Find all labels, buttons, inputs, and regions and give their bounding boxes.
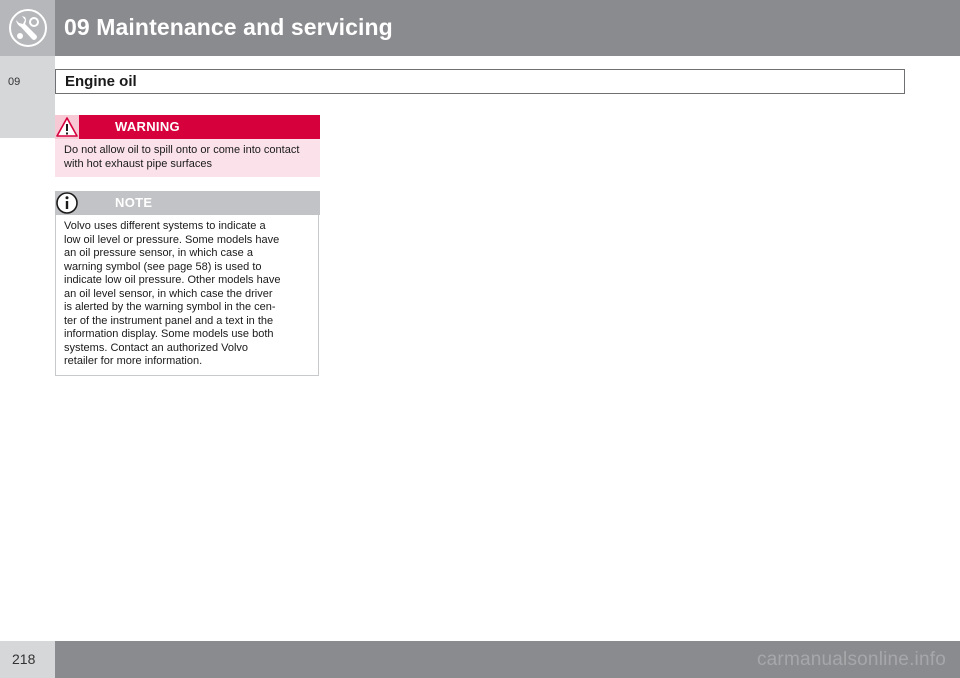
page-footer xyxy=(0,641,960,678)
note-line: warning symbol (see page 58) is used to xyxy=(64,260,262,273)
chapter-number: 09 xyxy=(8,76,21,88)
note-box xyxy=(55,191,319,376)
warning-triangle-icon xyxy=(55,115,79,139)
info-icon xyxy=(55,191,79,215)
page-number: 218 xyxy=(12,651,36,667)
chapter-side-tab xyxy=(0,56,55,138)
chapter-title: 09 Maintenance and servicing xyxy=(64,14,393,40)
section-heading xyxy=(55,69,905,94)
chapter-header xyxy=(0,0,960,56)
warning-label: WARNING xyxy=(115,119,180,134)
note-text xyxy=(64,220,312,369)
warning-box xyxy=(55,115,320,177)
section-title: Engine oil xyxy=(65,73,137,90)
footer-tab xyxy=(0,641,55,678)
note-label: NOTE xyxy=(115,195,153,210)
note-line: an oil pressure sensor, in which case a xyxy=(64,247,253,259)
note-header xyxy=(55,191,320,215)
note-line: retailer for more information. xyxy=(64,355,203,367)
warning-header xyxy=(55,115,320,139)
note-line: an oil level sensor, in which case the driver xyxy=(64,287,273,300)
note-line: indicate low oil pressure. Other models have xyxy=(64,274,281,286)
chapter-tab xyxy=(0,0,55,56)
warning-text: Do not allow oil to spill onto or come into contact with hot exhaust pipe surfaces xyxy=(64,144,300,170)
note-line: Volvo uses different systems to indicate a xyxy=(64,220,266,232)
note-line: information display. Some models use both xyxy=(64,328,274,340)
watermark: carmanualsonline.info xyxy=(756,649,946,670)
wrench-gear-icon xyxy=(8,8,48,48)
note-line: low oil level or pressure. Some models have xyxy=(64,233,280,246)
note-line: is alerted by the warning symbol in the cen- xyxy=(64,301,276,313)
note-line: systems. Contact an authorized Volvo xyxy=(64,341,249,354)
note-line: ter of the instrument panel and a text in the xyxy=(64,314,274,327)
